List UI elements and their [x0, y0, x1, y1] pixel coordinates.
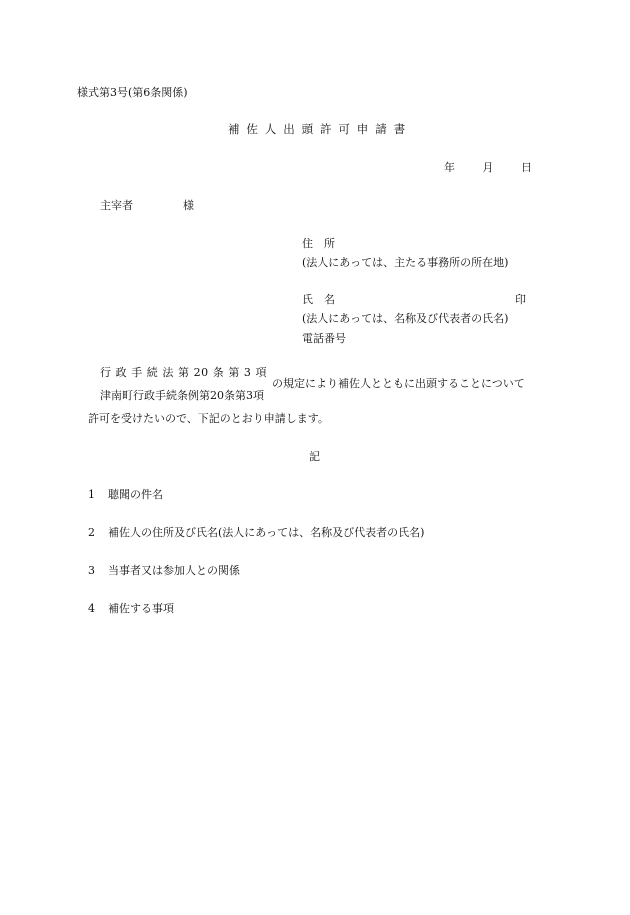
- name-note: (法人にあっては、名称及び代表者の氏名): [302, 312, 509, 325]
- date-month: 月: [482, 161, 494, 174]
- item-number: 3: [88, 564, 95, 577]
- page-title: 補佐人出頭許可申請書: [228, 122, 412, 136]
- addressee-label: 主宰者: [100, 199, 133, 212]
- form-number: 様式第3号(第6条関係): [77, 86, 188, 99]
- law-reference-2: 津南町行政手続条例第20条第3項: [100, 389, 264, 402]
- item-number: 4: [88, 602, 95, 615]
- address-label: 住 所: [302, 237, 335, 250]
- item-text: 補佐する事項: [108, 602, 174, 615]
- addressee-suffix: 様: [183, 199, 194, 212]
- address-note: (法人にあっては、主たる事務所の所在地): [302, 256, 509, 269]
- list-item: [88, 527, 424, 538]
- ki-heading: 記: [309, 450, 320, 463]
- date-day: 日: [521, 161, 532, 174]
- list-item: [88, 489, 163, 500]
- body-clause: の規定により補佐人とともに出頭することについて: [272, 377, 525, 390]
- item-number: 1: [88, 488, 95, 501]
- item-text: 補佐人の住所及び氏名(法人にあっては、名称及び代表者の氏名): [108, 526, 425, 539]
- item-text: 当事者又は参加人との関係: [108, 564, 240, 577]
- date-year: 年: [444, 161, 455, 174]
- date-line: [444, 162, 532, 173]
- seal-mark: 印: [515, 293, 526, 306]
- item-number: 2: [88, 526, 95, 539]
- list-item: [88, 603, 174, 614]
- list-item: [88, 565, 240, 576]
- body-line-2: 許可を受けたいので、下記のとおり申請します。: [88, 412, 329, 425]
- name-label: 氏 名: [302, 293, 335, 306]
- item-text: 聴聞の件名: [108, 488, 163, 501]
- law-reference-1: 行 政 手 続 法 第 20 条 第 3 項: [100, 366, 268, 379]
- phone-label: 電話番号: [302, 332, 346, 345]
